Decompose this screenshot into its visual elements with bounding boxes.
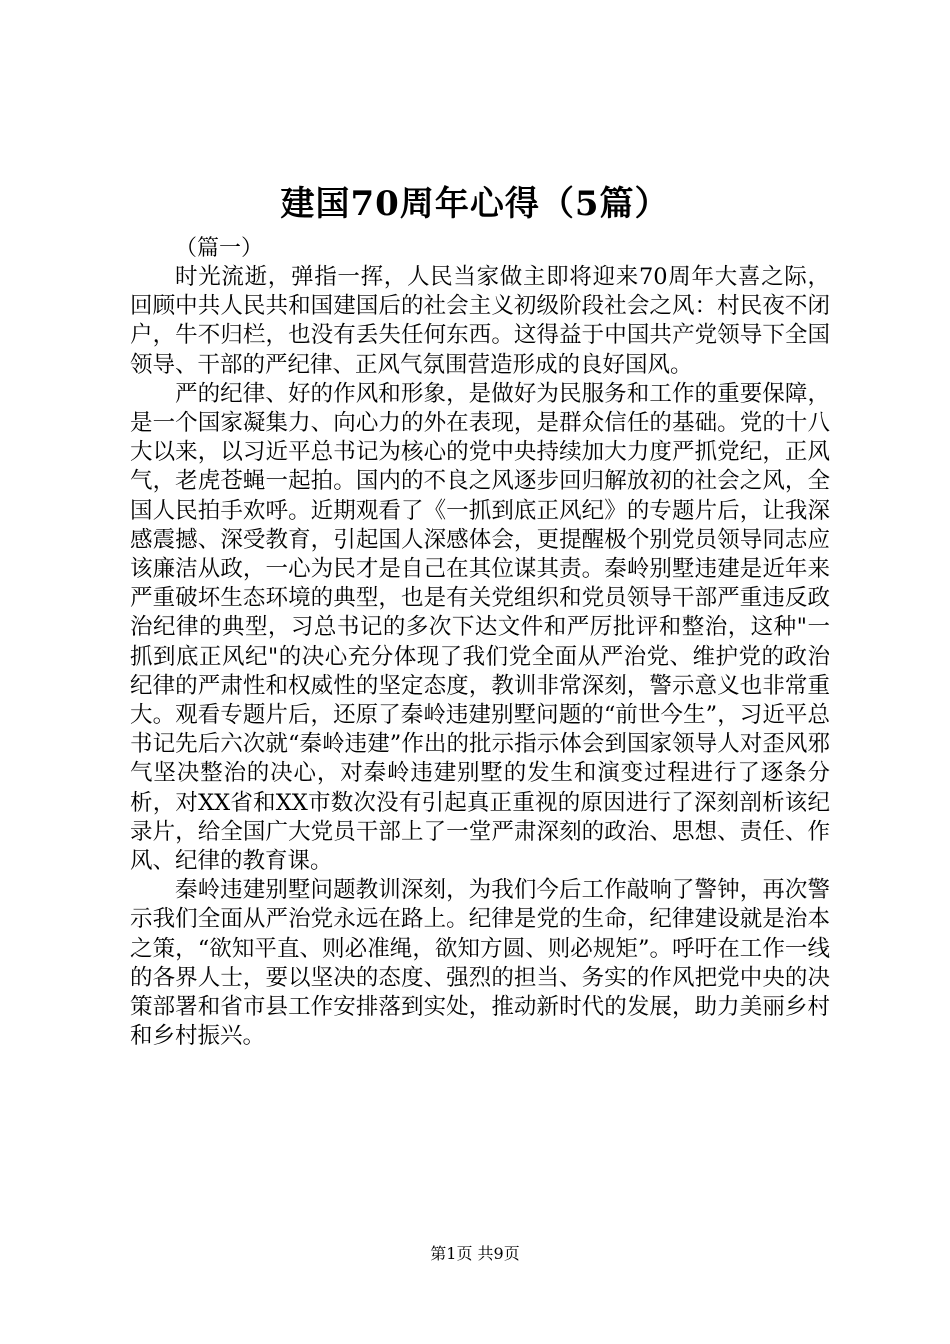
document-body (130, 263, 830, 1051)
document-title: 建国70周年心得（5篇） (280, 184, 670, 224)
paragraph-1: 时光流逝，弹指一挥，人民当家做主即将迎来70周年大喜之际，回顾中共人民共和国建国后的社会主义初级阶段社会之风：村民夜不闭户，牛不归栏，也没有丢失任何东西。这得益于中国共产党领导下全国领导、干部的严纪律、正风气氛围营造形成的良好国风。 (130, 264, 830, 378)
page-footer: 第1页 共9页 (430, 1244, 520, 1263)
paragraph-2: 严的纪律、好的作风和形象，是做好为民服务和工作的重要保障，是一个国家凝集力、向心力的外在表现，是群众信任的基础。党的十八大以来，以习近平总书记为核心的党中央持续加大力度严抓党纪，正风气，老虎苍蝇一起拍。国内的不良之风逐步回归解放初的社会之风，全国人民拍手欢呼。近期观看了《一抓到底正风纪》的专题片后，让我深感震撼、深受教育，引起国人深感体会，更提醒极个别党员领导同志应该廉洁从政，一心为民才是自己在其位谋其责。秦岭别墅违建是近年来严重破坏生态环境的典型，也是有关党组织和党员领导干部严重违反政治纪律的典型，习总书记的多次下达文件和严厉批评和整治，这种"一抓到底正风纪"的决心充分体现了我们党全面从严治党、维护党的政治纪律的严肃性和权威性的坚定态度，教训非常深刻，警示意义也非常重大。观看专题片后，还原了秦岭违建别墅问题的“前世今生”，习近平总书记先后六次就“秦岭违建”作出的批示指示体会到国家领导人对歪风邪气坚决整治的决心，对秦岭违建别墅的发生和演变过程进行了逐条分析，对XX省和XX市数次没有引起真正重视的原因进行了深刻剖析该纪录片，给全国广大党员干部上了一堂严肃深刻的政治、思想、责任、作风、纪律的教育课。 (130, 380, 830, 875)
paragraph-3: 秦岭违建别墅问题教训深刻，为我们今后工作敲响了警钟，再次警示我们全面从严治党永远在路上。纪律是党的生命，纪律建设就是治本之策，“欲知平直、则必准绳，欲知方圆、则必规矩”。呼吁在工作一线的各界人士，要以坚决的态度、强烈的担当、务实的作风把党中央的决策部署和省市县工作安排落到实处，推动新时代的发展，助力美丽乡村和乡村振兴。 (130, 877, 830, 1050)
section-label: （篇一） (175, 236, 264, 261)
